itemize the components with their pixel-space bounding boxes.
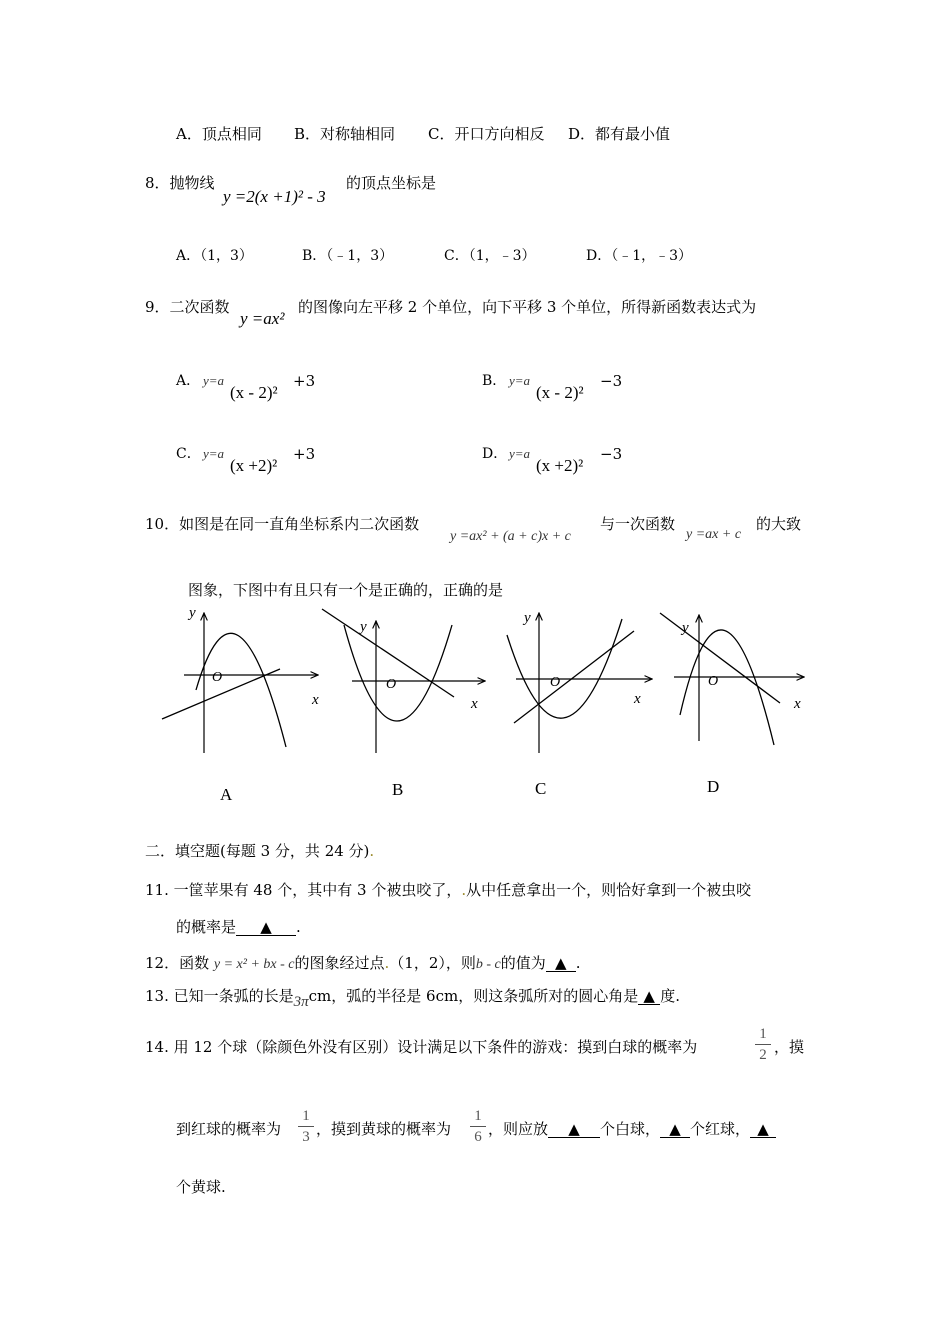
graph-c-parabola [507, 619, 622, 718]
q9-formula: y =ax² [240, 309, 285, 328]
q8-option-d: D．（﹣1，﹣3） [586, 248, 693, 264]
graph-d-label: D [707, 777, 720, 796]
q7-option-b: B．对称轴相同 [294, 125, 396, 143]
section-2-title: 二．填空题(每题 3 分，共 24 分) [145, 842, 370, 860]
q7-option-a: A．顶点相同 [176, 125, 262, 143]
q13-answer-blank[interactable]: ▲ [638, 989, 660, 1005]
section-2-dot: . [369, 842, 375, 860]
q14-line2-rest [488, 1122, 776, 1138]
q11-dot: . [461, 881, 467, 899]
q14-fraction-yellow-den: 6 [474, 1129, 482, 1145]
q14-line2a: 到红球的概率为 [176, 1120, 282, 1138]
q9-option-b-label: B． [482, 373, 507, 389]
section-2-heading [145, 844, 374, 859]
graph-c-x-label: x [634, 691, 641, 707]
q9-option-d-math: (x +2)² [536, 456, 584, 475]
q14-fraction-red-den: 3 [302, 1129, 310, 1145]
q9-option-a-math: (x - 2)² [230, 383, 278, 402]
q9-suffix: 的图像向左平移 2 个单位，向下平移 3 个单位，所得新函数表达式为 [298, 298, 757, 316]
q13-mid: cm，弧的半径是 6cm，则这条弧所对的圆心角是 [308, 987, 639, 1005]
graph-d-x-label: x [794, 696, 801, 712]
q14-fraction-red [298, 1109, 314, 1145]
q14-answer-blank-red[interactable]: ▲ [660, 1122, 690, 1138]
q9-option-d-tail: −3 [600, 445, 623, 463]
q11-line2 [176, 920, 301, 936]
graph-d-y-label: y [682, 620, 689, 636]
q14-fraction-white [755, 1027, 771, 1063]
q9-option-c-lead: y=a [203, 446, 225, 461]
q9-option-a-tail: +3 [293, 372, 316, 390]
q13-prefix: 13. 已知一条弧的长是 [145, 987, 294, 1005]
q14-line2b: ，摸到黄球的概率为 [316, 1120, 452, 1138]
q12-mid: 的图象经过点 [294, 954, 385, 972]
graph-c-origin: O [550, 675, 561, 690]
question-12 [145, 956, 581, 972]
q9-option-d-label: D． [482, 446, 508, 462]
q10-suffix: 的大致 [756, 515, 802, 533]
q12-mid2: （1，2），则 [389, 954, 476, 972]
q14-line1: 14. 用 12 个球（除颜色外没有区别）设计满足以下条件的游戏：摸到白球的概率为 [145, 1038, 698, 1056]
q8-formula: y =2(x +1)² - 3 [223, 187, 326, 206]
q12-prefix: 12．函数 [145, 954, 210, 972]
graph-b-x-label: x [471, 696, 478, 712]
q9-option-c-tail: +3 [293, 445, 316, 463]
q8-option-c: C．（1，﹣3） [444, 248, 536, 264]
q12-formula-b-c: b - c [475, 957, 501, 972]
q14-answer-blank-yellow[interactable]: ▲ [750, 1122, 776, 1138]
q11-line1 [145, 883, 751, 898]
q8-option-a: A．（1，3） [176, 248, 253, 264]
q11-line2-text: 的概率是 [176, 918, 237, 936]
graph-c [507, 610, 652, 753]
q12-formula-function: y = x² + bx - c [213, 957, 295, 972]
q14-line3: 个黄球. [176, 1178, 226, 1196]
q14-fraction-white-den: 2 [759, 1047, 767, 1063]
q12-end: . [575, 954, 581, 972]
graph-b-parabola [344, 625, 452, 721]
graph-d-line [660, 613, 780, 703]
q13-formula: 3π [293, 994, 309, 1010]
q8-option-b: B．（﹣1，3） [302, 248, 394, 264]
q11-line1b: 从中任意拿出一个，则恰好拿到一个被虫咬 [466, 881, 752, 899]
q14-answer-blank-white[interactable]: ▲ [548, 1122, 600, 1138]
graph-a-origin: O [212, 670, 223, 685]
graph-a-parabola [196, 633, 286, 747]
q14-fraction-red-num: 1 [298, 1109, 314, 1127]
q12-mid3: 的值为 [500, 954, 546, 972]
q14-line1-end: ，摸 [774, 1038, 805, 1056]
q11-answer-blank[interactable]: ▲ [236, 920, 296, 936]
q7-option-d: D．都有最小值 [568, 125, 671, 143]
q13-end: 度. [660, 987, 680, 1005]
graph-d-origin: O [708, 674, 719, 689]
graph-a [162, 605, 319, 753]
graph-c-label: C [535, 779, 547, 798]
graph-b-y-label: y [360, 619, 367, 635]
q9-option-d-lead: y=a [509, 446, 531, 461]
q10-line2: 图象，下图中有且只有一个是正确的，正确的是 [188, 581, 504, 599]
graph-c-y-label: y [524, 610, 531, 626]
q7-option-c: C．开口方向相反 [428, 125, 545, 143]
q11-line1a: 11. 一筐苹果有 48 个，其中有 3 个被虫咬了， [145, 881, 462, 899]
graph-a-y-label: y [189, 605, 196, 621]
question-13 [145, 987, 680, 1010]
q8-suffix: 的顶点坐标是 [346, 174, 437, 192]
q9-option-c-math: (x +2)² [230, 456, 278, 475]
q9-option-b-tail: −3 [600, 372, 623, 390]
q9-prefix: 9．二次函数 [145, 298, 230, 316]
q9-option-a-label: A． [176, 373, 201, 389]
q10-formula-quadratic: y =ax² + (a + c)x + c [450, 529, 571, 544]
graph-b-origin: O [386, 677, 397, 692]
q14-fraction-white-num: 1 [755, 1027, 771, 1045]
graph-b [322, 609, 485, 753]
q12-dot: . [384, 954, 390, 972]
q8-prefix: 8．抛物线 [145, 174, 215, 192]
q10-prefix: 10．如图是在同一直角坐标系内二次函数 [145, 515, 420, 533]
q14-line2c: ，则应放 [488, 1120, 549, 1138]
graph-b-label: B [392, 780, 404, 799]
q9-option-c-label: C． [176, 446, 201, 462]
q14-line2d: 个白球， [600, 1120, 661, 1138]
q11-end: . [296, 918, 301, 936]
q9-option-b-math: (x - 2)² [536, 383, 584, 402]
q10-mid: 与一次函数 [600, 515, 676, 533]
graph-c-line [514, 631, 634, 723]
q9-option-b-lead: y=a [509, 373, 531, 388]
q14-fraction-yellow [470, 1109, 486, 1145]
q9-option-a-lead: y=a [203, 373, 225, 388]
q14-fraction-yellow-num: 1 [470, 1109, 486, 1127]
graph-a-label: A [220, 785, 233, 804]
graph-a-x-label: x [312, 692, 319, 708]
q12-answer-blank[interactable]: ▲ [546, 956, 576, 972]
q14-line2e: 个红球， [690, 1120, 751, 1138]
q10-formula-linear: y =ax + c [686, 527, 742, 542]
graph-d [660, 613, 804, 745]
